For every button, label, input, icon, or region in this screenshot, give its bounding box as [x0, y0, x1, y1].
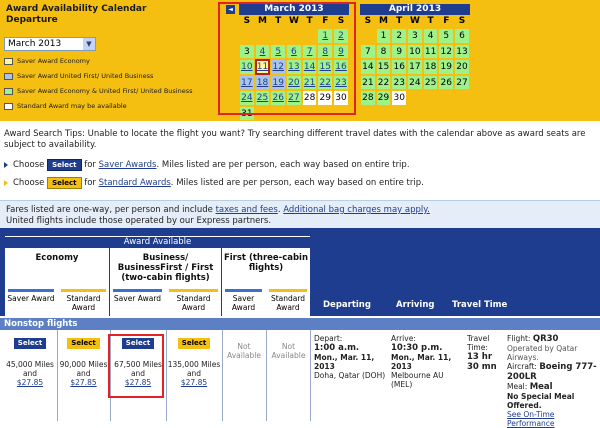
- calendar-day: 31: [239, 106, 255, 122]
- calendar-day[interactable]: 11: [255, 59, 271, 75]
- calendar-day[interactable]: 2: [333, 28, 349, 44]
- calendar-day: 3: [407, 28, 423, 44]
- express-partners-note: United flights include those operated by our Express partners.: [6, 216, 272, 226]
- calendar-day[interactable]: 26: [270, 90, 286, 106]
- calendar-day: 7: [360, 44, 376, 60]
- calendar-empty: [360, 28, 376, 44]
- calendar-day: 21: [360, 75, 376, 91]
- fare-highlight-box: [108, 334, 164, 398]
- choose-label: Choose: [13, 178, 45, 188]
- standard-awards-link[interactable]: Standard Awards: [98, 178, 171, 188]
- fee-link[interactable]: $27.85: [124, 378, 152, 387]
- calendar-day[interactable]: 8: [317, 44, 333, 60]
- legend-label: Saver Award Economy & United First/ United Business: [17, 87, 193, 95]
- first-title: First (three-cabin flights): [223, 253, 309, 273]
- biz-saver-header: [110, 288, 165, 312]
- aircraft-value: Boeing 777-200LR: [507, 362, 597, 382]
- miles-text: 135,000 Miles and: [167, 360, 221, 378]
- calendar-day: 18: [423, 59, 439, 75]
- calendar-day: 25: [423, 75, 439, 91]
- first-saver-fare: [223, 342, 265, 360]
- calendar-day[interactable]: 14: [302, 59, 318, 75]
- arrive-place: Melbourne AU (MEL): [391, 371, 444, 389]
- calendar-day[interactable]: 27: [286, 90, 302, 106]
- meal-value: Meal: [529, 382, 553, 392]
- departing-header: Departing: [323, 300, 371, 310]
- fee-link[interactable]: $27.85: [70, 378, 97, 387]
- aircraft-label: Aircraft:: [507, 362, 537, 371]
- calendar-title-line2: Departure: [6, 15, 58, 25]
- calendar-day: 30: [333, 90, 349, 106]
- legend-label: Saver Award United First/ United Business: [17, 72, 154, 80]
- calendar-day: 13: [454, 44, 470, 60]
- select-biz-standard-button[interactable]: Select: [178, 338, 210, 349]
- calendar-day[interactable]: 9: [333, 44, 349, 60]
- biz-standard-fare: [167, 338, 221, 387]
- calendar-day: 29: [317, 90, 333, 106]
- calendar-day[interactable]: 4: [255, 44, 271, 60]
- special-meal: No Special Meal Offered.: [507, 392, 575, 410]
- travel-time-info: [467, 334, 503, 372]
- choose-standard-line: [4, 177, 424, 189]
- award-available-label: Award Available: [5, 236, 310, 248]
- weekday-label: T: [396, 16, 403, 26]
- econ-saver-header: [5, 288, 57, 312]
- saver-award-label: Saver Award: [231, 294, 256, 312]
- calendar-day: 10: [407, 44, 423, 60]
- calendar-day: 29: [376, 90, 392, 106]
- legend-swatch: [4, 73, 13, 80]
- calendar-empty: [438, 90, 454, 106]
- saver-bar: [113, 289, 162, 292]
- select-econ-standard-button[interactable]: Select: [67, 338, 99, 349]
- calendar-empty: [454, 90, 470, 106]
- depart-time: 1:00 a.m.: [314, 343, 360, 353]
- first-standard-header: [266, 288, 310, 312]
- not-available-text: Not Available: [227, 342, 261, 360]
- calendar-day: 11: [423, 44, 439, 60]
- calendar-day[interactable]: 16: [333, 59, 349, 75]
- legend-label: Standard Award may be available: [17, 102, 127, 110]
- calendar-day[interactable]: 23: [333, 75, 349, 91]
- travel-time-value: 13 hr 30 mn: [467, 352, 497, 372]
- weekday-row: [360, 15, 470, 28]
- calendar-day: 30: [391, 90, 407, 106]
- saver-awards-link[interactable]: Saver Awards: [98, 160, 157, 170]
- arriving-header: Arriving: [396, 300, 435, 310]
- calendar-day: 19: [438, 59, 454, 75]
- depart-label: Depart:: [314, 334, 343, 343]
- arrow-right-icon: [4, 162, 8, 168]
- depart-info: [314, 334, 386, 380]
- calendar-day[interactable]: 1: [317, 28, 333, 44]
- arrive-label: Arrive:: [391, 334, 416, 343]
- bag-charges-link[interactable]: Additional bag charges may apply.: [283, 205, 430, 215]
- weekday-label: S: [458, 16, 466, 26]
- calendar-day[interactable]: 19: [270, 75, 286, 91]
- not-available-text: Not Available: [271, 342, 306, 360]
- calendar-day: 28: [360, 90, 376, 106]
- saver-bar: [225, 289, 262, 292]
- weekday-label: F: [322, 16, 329, 26]
- choose-label: Choose: [13, 160, 45, 170]
- calendar-empty: [423, 90, 439, 106]
- calendar-day: 1: [376, 28, 392, 44]
- business-title: Business/ BusinessFirst / First (two-cabin flights): [117, 253, 214, 283]
- calendar-day[interactable]: 17: [239, 75, 255, 91]
- arrive-info: [391, 334, 461, 389]
- biz-standard-header: [166, 288, 221, 312]
- arrive-date: Mon., Mar. 11, 2013: [391, 353, 452, 371]
- depart-date: Mon., Mar. 11, 2013: [314, 353, 375, 371]
- weekday-label: W: [288, 16, 299, 26]
- operated-by: Operated by Qatar Airways.: [507, 344, 578, 362]
- calendar-day[interactable]: 13: [286, 59, 302, 75]
- month-select[interactable]: [4, 37, 96, 51]
- weekday-label: W: [409, 16, 420, 26]
- nonstop-flights-label: Nonstop flights: [0, 318, 600, 330]
- calendar-day: 28: [302, 90, 318, 106]
- standard-award-label: Standard Award: [270, 294, 306, 312]
- legend-standard: [4, 102, 127, 110]
- flight-number: QR30: [532, 334, 559, 344]
- calendar-title-line1: Award Availability Calendar: [6, 4, 147, 14]
- on-time-performance-link[interactable]: See On-Time Performance: [507, 410, 555, 428]
- weekday-label: T: [275, 16, 282, 26]
- calendar-day[interactable]: 5: [270, 44, 286, 60]
- calendar-day[interactable]: 18: [255, 75, 271, 91]
- econ-saver-fare: [4, 338, 56, 387]
- legend-saver-economy: [4, 57, 90, 65]
- meal-label: Meal:: [507, 382, 528, 391]
- calendar-day: 17: [407, 59, 423, 75]
- depart-place: Doha, Qatar (DOH): [314, 371, 386, 380]
- divider: [310, 330, 311, 421]
- calendar-day[interactable]: 7: [302, 44, 318, 60]
- standard-award-label: Standard Award: [66, 294, 101, 312]
- arrive-time: 10:30 p.m.: [391, 343, 443, 353]
- calendar-day: 27: [454, 75, 470, 91]
- saver-award-label: Saver Award: [113, 294, 162, 303]
- month-select-value: March 2013: [8, 39, 62, 49]
- fares-note: [0, 200, 600, 228]
- legend-swatch: [4, 88, 13, 95]
- fee-link[interactable]: $27.85: [16, 378, 44, 387]
- weekday-label: S: [337, 16, 345, 26]
- econ-standard-header: [58, 288, 109, 312]
- econ-standard-fare: [58, 338, 109, 387]
- select-econ-saver-button[interactable]: Select: [14, 338, 46, 349]
- calendar-day[interactable]: 25: [255, 90, 271, 106]
- legend-swatch: [4, 58, 13, 65]
- calendar-day: 16: [391, 59, 407, 75]
- calendar-day[interactable]: 15: [317, 59, 333, 75]
- calendar-day: 8: [376, 44, 392, 60]
- award-search-tips: Award Search Tips: Unable to locate the flight you want? Try searching different travel dates with the calendar above as award seats are subject to availability.: [4, 129, 586, 150]
- miles-text: 90,000 Miles and: [59, 360, 108, 378]
- calendar-day: 9: [391, 44, 407, 60]
- calendar-day: 22: [376, 75, 392, 91]
- taxes-fees-link[interactable]: taxes and fees: [215, 205, 278, 215]
- weekday-label: S: [243, 16, 251, 26]
- calendar-day[interactable]: 24: [239, 90, 255, 106]
- first-saver-header: [222, 288, 265, 312]
- weekday-label: M: [258, 16, 268, 26]
- flight-label: Flight:: [507, 334, 531, 343]
- calendar-day: 4: [423, 28, 439, 44]
- calendar-day: 12: [438, 44, 454, 60]
- select-biz-saver-button[interactable]: Select: [122, 338, 154, 349]
- calendar-day[interactable]: 12: [270, 59, 286, 75]
- first-standard-fare: [267, 342, 310, 360]
- legend-saver-business: [4, 72, 153, 80]
- calendar-day: 2: [391, 28, 407, 44]
- fares-note-text: Fares listed are one-way, per person and include: [6, 205, 216, 215]
- weekday-label: T: [427, 16, 434, 26]
- weekday-label: M: [379, 16, 389, 26]
- calendar-day: 23: [391, 75, 407, 91]
- calendar-highlight-box: [218, 2, 356, 115]
- standard-bar: [61, 289, 106, 292]
- calendar-grid: [360, 28, 470, 106]
- chevron-down-icon[interactable]: ▼: [83, 38, 95, 50]
- saver-bar: [8, 289, 54, 292]
- saver-award-label: Saver Award: [7, 294, 55, 303]
- calendar-april: [360, 4, 470, 106]
- saver-note: . Miles listed are per person, each way based on entire trip.: [156, 160, 410, 170]
- calendar-month-header: April 2013: [360, 4, 470, 15]
- calendar-day: 3: [239, 44, 255, 60]
- flight-details: [507, 334, 597, 428]
- calendar-day[interactable]: 21: [302, 75, 318, 91]
- choose-saver-line: [4, 159, 410, 171]
- weekday-label: T: [306, 16, 313, 26]
- prev-month-button[interactable]: ◄: [226, 5, 235, 14]
- for-label: for: [84, 178, 96, 188]
- travel-time-label: Travel Time:: [467, 334, 490, 352]
- calendar-day[interactable]: 20: [286, 75, 302, 91]
- calendar-day: 24: [407, 75, 423, 91]
- legend-saver-both: [4, 87, 193, 95]
- calendar-month-header: March 2013: [239, 4, 349, 15]
- standard-award-label: Standard Award: [176, 294, 211, 312]
- fares-note-sep: .: [277, 205, 284, 215]
- standard-bar: [169, 289, 218, 292]
- calendar-title: [6, 4, 146, 26]
- miles-text: 45,000 Miles and: [6, 360, 54, 378]
- calendar-day: 5: [438, 28, 454, 44]
- fee-link[interactable]: $27.85: [180, 378, 208, 387]
- calendar-day: 15: [376, 59, 392, 75]
- calendar-empty: [407, 90, 423, 106]
- select-saver-sample: Select: [47, 159, 81, 171]
- calendar-day[interactable]: 6: [286, 44, 302, 60]
- travel-time-header: Travel Time: [452, 300, 508, 310]
- standard-note: . Miles listed are per person, each way based on entire trip.: [170, 178, 424, 188]
- calendar-day[interactable]: 10: [239, 59, 255, 75]
- calendar-day: 26: [438, 75, 454, 91]
- for-label: for: [84, 160, 96, 170]
- calendar-day[interactable]: 22: [317, 75, 333, 91]
- legend-swatch: [4, 103, 13, 110]
- legend-label: Saver Award Economy: [17, 57, 90, 65]
- weekday-label: F: [443, 16, 450, 26]
- calendar-day: 14: [360, 59, 376, 75]
- arrow-right-icon: [4, 180, 8, 186]
- economy-title: Economy: [35, 253, 79, 263]
- calendar-day: 6: [454, 28, 470, 44]
- weekday-label: S: [364, 16, 372, 26]
- calendar-day: 20: [454, 59, 470, 75]
- miles-text: 67,500 Miles and: [114, 360, 162, 378]
- standard-bar: [269, 289, 307, 292]
- select-standard-sample: Select: [47, 177, 81, 189]
